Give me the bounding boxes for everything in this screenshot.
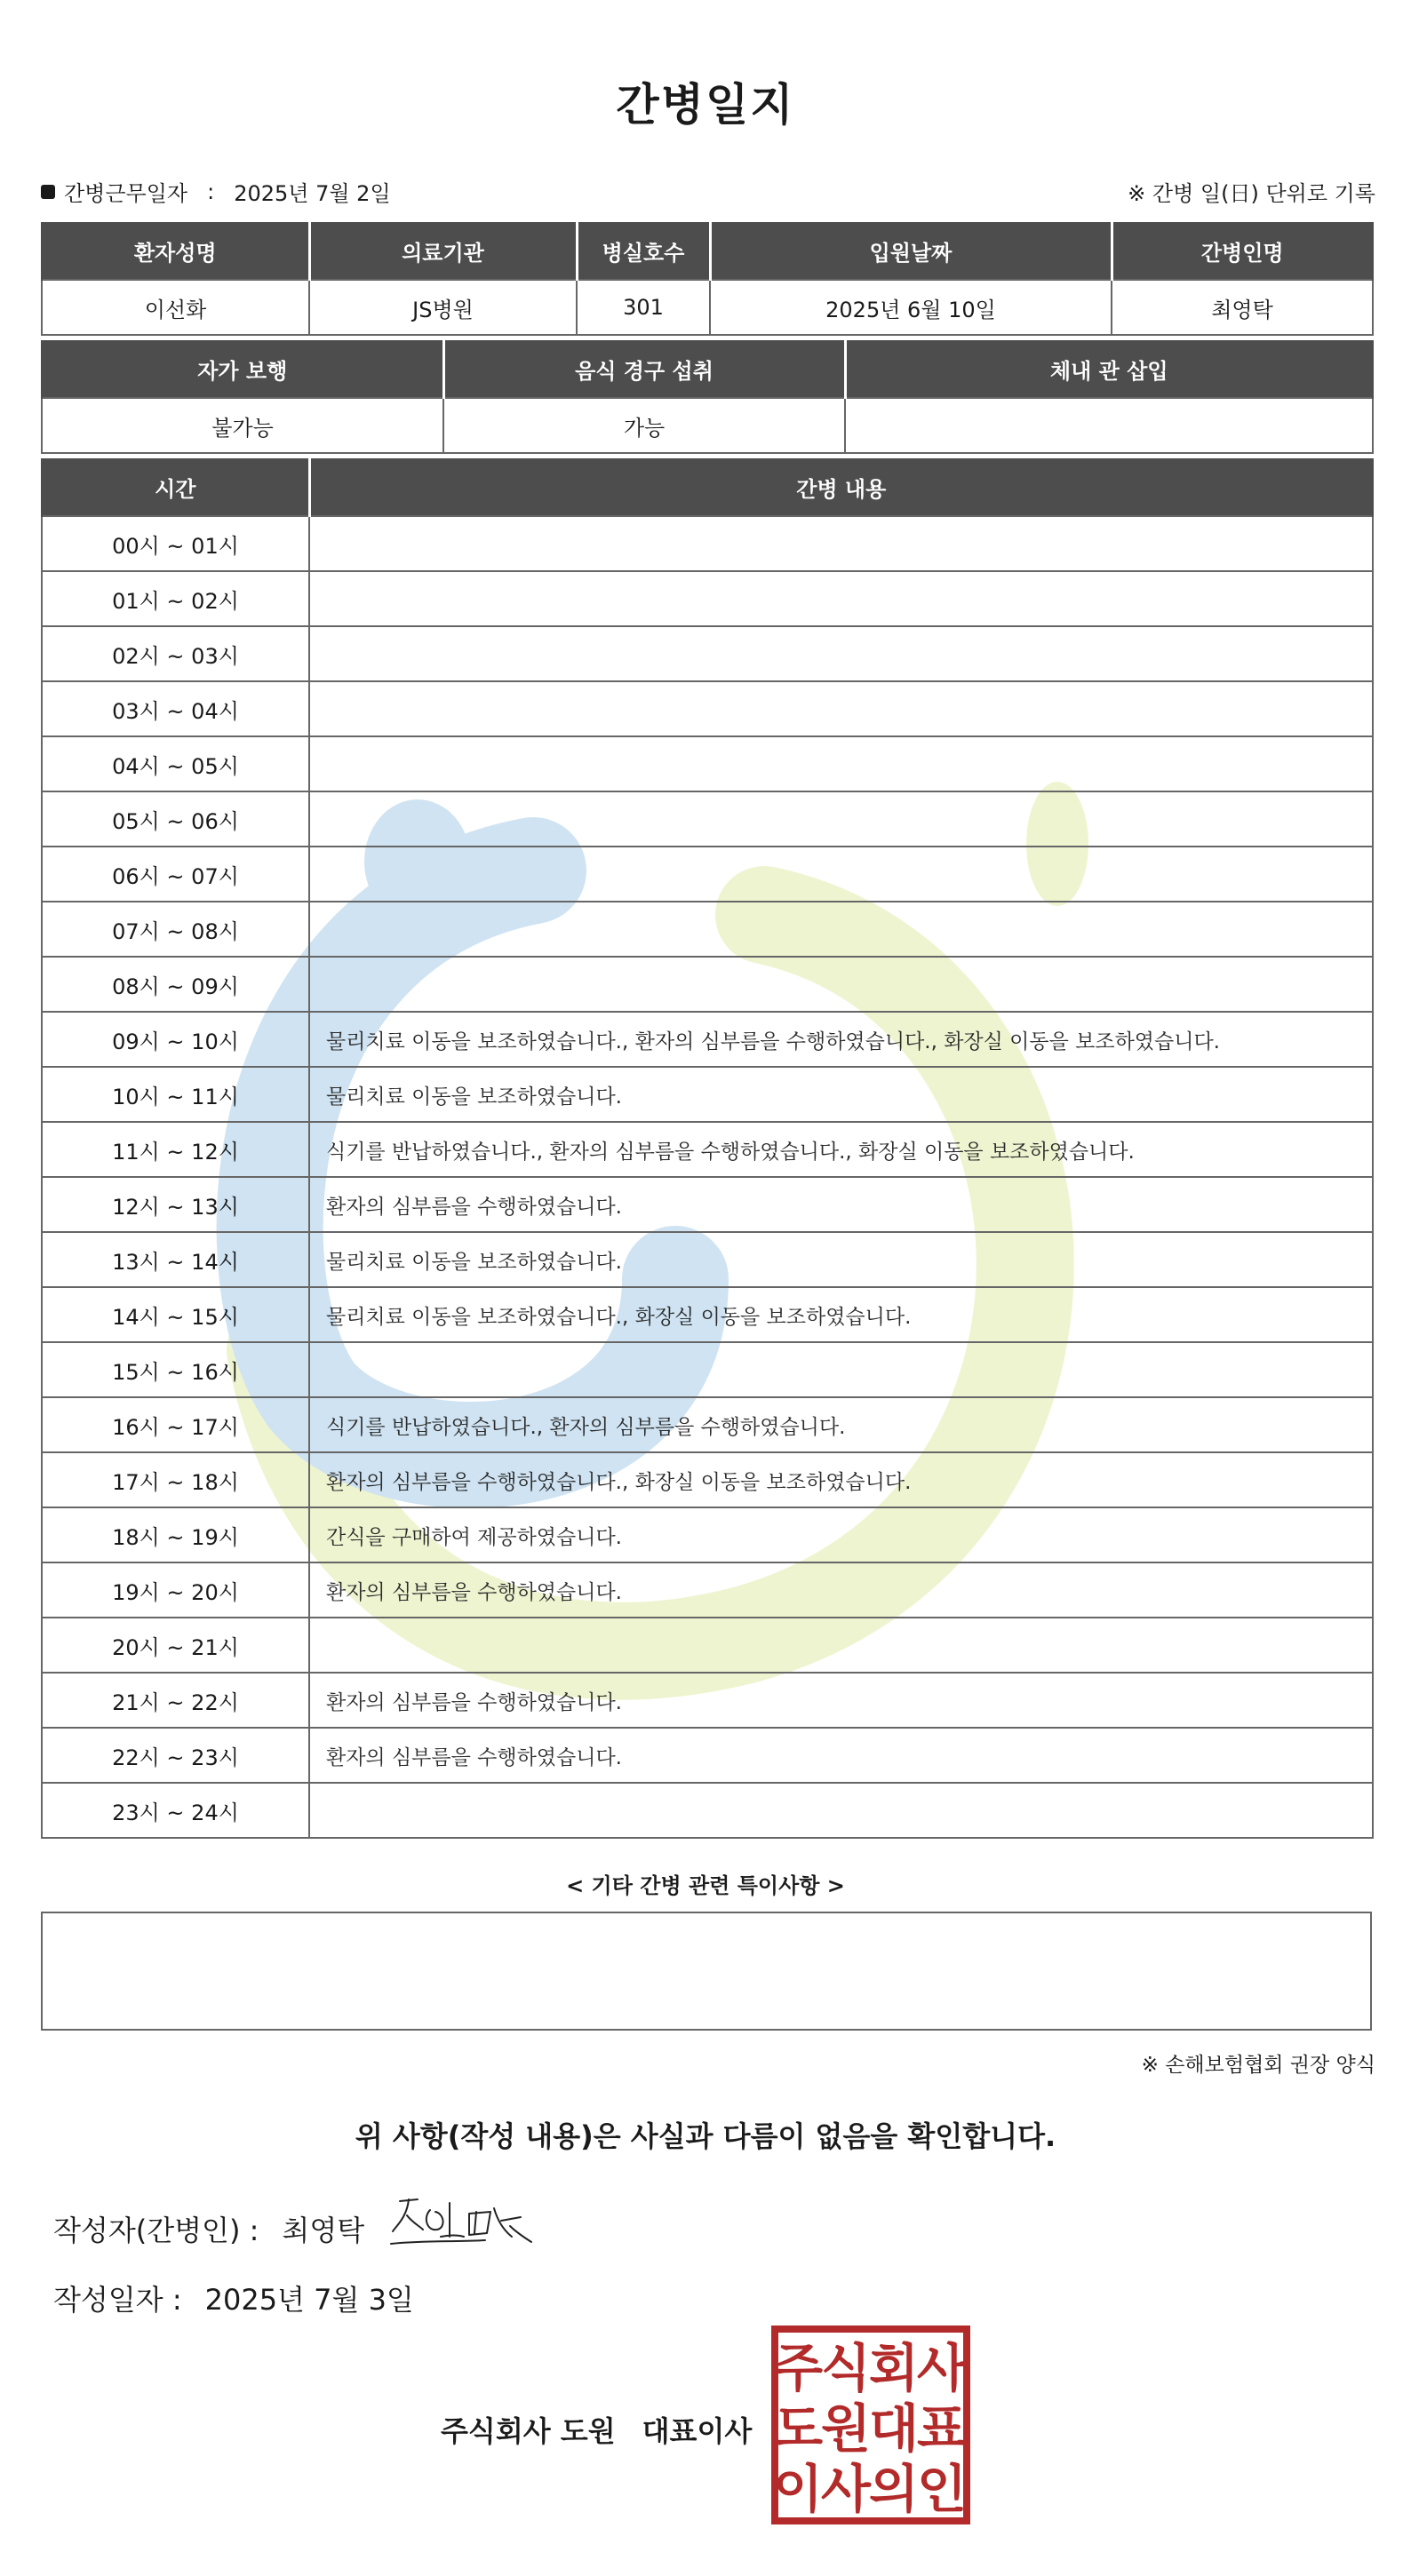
form-note: ※ 손해보험협회 권장 양식 <box>1141 2054 1375 2077</box>
notes-heading: < 기타 간병 관련 특이사항 > <box>566 1873 845 1898</box>
log-content <box>309 1783 1373 1838</box>
log-body <box>42 516 1373 1838</box>
log-row <box>42 847 1373 902</box>
log-time: 22시 ~ 23시 <box>42 1728 309 1783</box>
patient-info-table <box>41 222 1374 336</box>
company-seal <box>771 2326 970 2524</box>
patient-value-row <box>42 280 1373 335</box>
log-row <box>42 1452 1373 1507</box>
log-content: 물리치료 이동을 보조하였습니다., 환자의 심부름을 수행하였습니다., 화장실 이동을 보조하였습니다. <box>309 1012 1373 1067</box>
log-time: 18시 ~ 19시 <box>42 1507 309 1562</box>
log-row <box>42 626 1373 681</box>
log-row <box>42 957 1373 1012</box>
caregiver-name: 최영탁 <box>1112 280 1373 335</box>
written-date-value: 2025년 7월 3일 <box>204 2283 414 2317</box>
log-row <box>42 902 1373 957</box>
notes-box <box>41 1912 1372 2031</box>
writer-label: 작성자(간병인) : <box>53 2214 259 2247</box>
log-content <box>309 626 1373 681</box>
log-time: 15시 ~ 16시 <box>42 1342 309 1397</box>
log-time: 04시 ~ 05시 <box>42 736 309 791</box>
log-row <box>42 516 1373 571</box>
log-time: 16시 ~ 17시 <box>42 1397 309 1452</box>
log-row <box>42 681 1373 736</box>
log-time: 14시 ~ 15시 <box>42 1287 309 1342</box>
log-row <box>42 1342 1373 1397</box>
log-time: 12시 ~ 13시 <box>42 1177 309 1232</box>
seal-character: 주 <box>772 2338 824 2398</box>
log-content <box>309 736 1373 791</box>
log-row <box>42 736 1373 791</box>
company-name: 주식회사 도원 <box>441 2414 616 2448</box>
log-row <box>42 1067 1373 1122</box>
log-time: 01시 ~ 02시 <box>42 571 309 626</box>
log-content <box>309 902 1373 957</box>
admission-date: 2025년 6월 10일 <box>710 280 1112 335</box>
log-content <box>309 847 1373 902</box>
seal-character: 도 <box>772 2398 824 2459</box>
walking-value: 불가능 <box>42 398 443 453</box>
writer-line <box>53 2208 364 2249</box>
header-caregiver: 간병인명 <box>1112 222 1373 280</box>
care-log-table <box>41 458 1374 1839</box>
log-content <box>309 516 1373 571</box>
log-content <box>309 681 1373 736</box>
page-title: 간병일지 <box>616 79 795 131</box>
company-line <box>441 2409 752 2450</box>
log-row <box>42 1783 1373 1838</box>
log-time: 11시 ~ 12시 <box>42 1122 309 1177</box>
seal-character: 회 <box>868 2338 920 2398</box>
header-tube-insertion: 체내 관 삽입 <box>845 340 1373 398</box>
log-content <box>309 1342 1373 1397</box>
log-time: 02시 ~ 03시 <box>42 626 309 681</box>
confirmation-statement: 위 사항(작성 내용)은 사실과 다름이 없음을 확인합니다. <box>355 2119 1056 2153</box>
header-oral-intake: 음식 경구 섭취 <box>443 340 845 398</box>
log-time: 13시 ~ 14시 <box>42 1232 309 1287</box>
room-number: 301 <box>577 280 710 335</box>
header-hospital: 의료기관 <box>309 222 577 280</box>
tube-insertion-value <box>845 398 1373 453</box>
status-value-row <box>42 398 1373 453</box>
log-time: 19시 ~ 20시 <box>42 1562 309 1618</box>
log-content: 물리치료 이동을 보조하였습니다., 화장실 이동을 보조하였습니다. <box>309 1287 1373 1342</box>
log-row <box>42 1728 1373 1783</box>
log-content <box>309 571 1373 626</box>
square-bullet-icon <box>41 185 55 199</box>
colon: : <box>207 179 215 204</box>
patient-header-row <box>42 222 1373 280</box>
log-row <box>42 1673 1373 1728</box>
header-admission-date: 입원날짜 <box>710 222 1112 280</box>
log-content: 식기를 반납하였습니다., 환자의 심부름을 수행하였습니다., 화장실 이동을 보조하였습니다. <box>309 1122 1373 1177</box>
oral-intake-value: 가능 <box>443 398 845 453</box>
log-row <box>42 1287 1373 1342</box>
hospital-name: JS병원 <box>309 280 577 335</box>
log-row <box>42 1232 1373 1287</box>
log-time: 09시 ~ 10시 <box>42 1012 309 1067</box>
written-date-line <box>53 2278 414 2318</box>
log-time: 21시 ~ 22시 <box>42 1673 309 1728</box>
log-content: 식기를 반납하였습니다., 환자의 심부름을 수행하였습니다. <box>309 1397 1373 1452</box>
log-row <box>42 1507 1373 1562</box>
status-table <box>41 340 1374 454</box>
log-time: 20시 ~ 21시 <box>42 1618 309 1673</box>
log-content: 물리치료 이동을 보조하였습니다. <box>309 1067 1373 1122</box>
log-time: 05시 ~ 06시 <box>42 791 309 847</box>
header-room: 병실호수 <box>577 222 710 280</box>
log-row <box>42 1177 1373 1232</box>
seal-character: 의 <box>868 2459 920 2519</box>
log-row <box>42 1012 1373 1067</box>
log-time: 23시 ~ 24시 <box>42 1783 309 1838</box>
log-content: 간식을 구매하여 제공하였습니다. <box>309 1507 1373 1562</box>
work-date-label: 간병근무일자 <box>64 181 188 206</box>
log-time: 00시 ~ 01시 <box>42 516 309 571</box>
log-content <box>309 957 1373 1012</box>
seal-character: 대 <box>868 2398 920 2459</box>
work-date-line <box>41 176 391 207</box>
header-walking: 자가 보행 <box>42 340 443 398</box>
seal-character: 이 <box>772 2459 824 2519</box>
log-content: 환자의 심부름을 수행하였습니다. <box>309 1177 1373 1232</box>
seal-character: 인 <box>916 2459 968 2519</box>
status-header-row <box>42 340 1373 398</box>
log-row <box>42 1122 1373 1177</box>
log-row <box>42 791 1373 847</box>
seal-character: 표 <box>916 2398 968 2459</box>
seal-character: 원 <box>820 2398 872 2459</box>
log-content: 환자의 심부름을 수행하였습니다., 화장실 이동을 보조하였습니다. <box>309 1452 1373 1507</box>
log-time: 08시 ~ 09시 <box>42 957 309 1012</box>
log-content <box>309 1618 1373 1673</box>
log-time: 10시 ~ 11시 <box>42 1067 309 1122</box>
log-time: 17시 ~ 18시 <box>42 1452 309 1507</box>
log-content: 환자의 심부름을 수행하였습니다. <box>309 1673 1373 1728</box>
seal-character: 사 <box>820 2459 872 2519</box>
handwritten-signature <box>387 2190 538 2262</box>
written-date-label: 작성일자 : <box>53 2283 182 2317</box>
seal-character: 식 <box>820 2338 872 2398</box>
writer-name: 최영탁 <box>282 2214 365 2247</box>
header-time: 시간 <box>42 458 309 516</box>
log-row <box>42 1562 1373 1618</box>
log-content: 환자의 심부름을 수행하였습니다. <box>309 1728 1373 1783</box>
header-care-content: 간병 내용 <box>309 458 1373 516</box>
log-row <box>42 1618 1373 1673</box>
header-patient-name: 환자성명 <box>42 222 309 280</box>
log-content <box>309 791 1373 847</box>
log-row <box>42 571 1373 626</box>
log-content: 물리치료 이동을 보조하였습니다. <box>309 1232 1373 1287</box>
log-time: 07시 ~ 08시 <box>42 902 309 957</box>
log-time: 06시 ~ 07시 <box>42 847 309 902</box>
work-date-value: 2025년 7월 2일 <box>234 181 391 206</box>
representative-title: 대표이사 <box>642 2414 753 2448</box>
unit-note: ※ 간병 일(日) 단위로 기록 <box>1128 181 1375 206</box>
log-time: 03시 ~ 04시 <box>42 681 309 736</box>
log-header-row <box>42 458 1373 516</box>
seal-character: 사 <box>916 2338 968 2398</box>
log-content: 환자의 심부름을 수행하였습니다. <box>309 1562 1373 1618</box>
patient-name: 이선화 <box>42 280 309 335</box>
log-row <box>42 1397 1373 1452</box>
